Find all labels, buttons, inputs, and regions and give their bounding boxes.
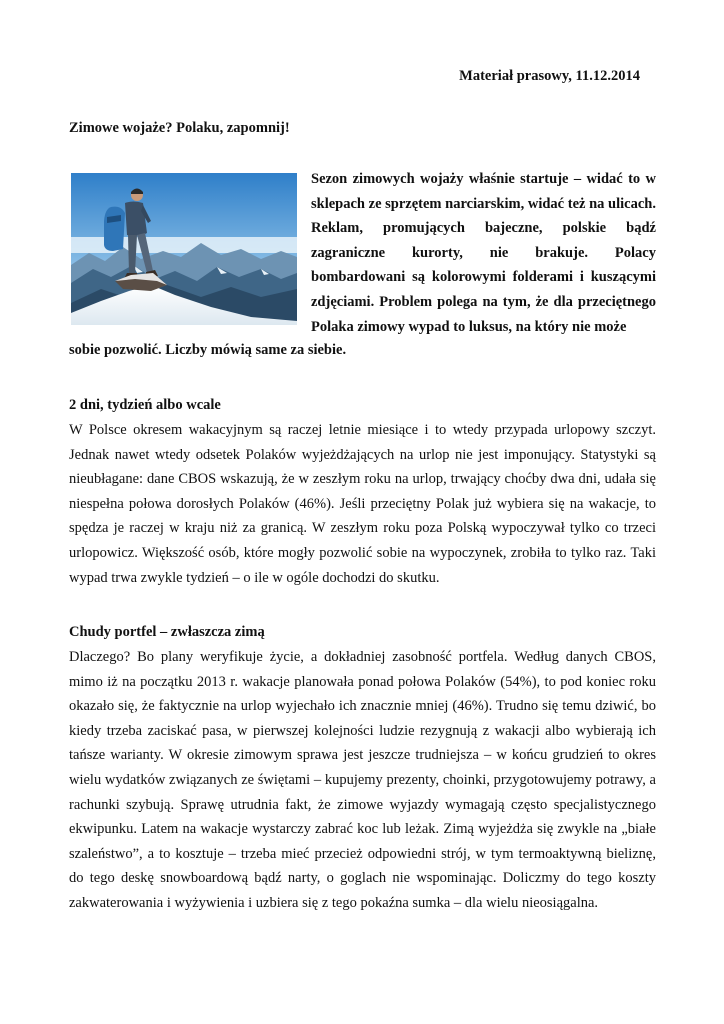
section-text-vacation-length: W Polsce okresem wakacyjnym są raczej letnie miesiące i to wtedy przypada urlopowy szczyt. Jednak nawet wtedy odsetek Polaków wyjeżdżających na urlop nie jest imponujący. Statystyki są nieubłagane: dane CBOS wskazują, że w zeszłym roku na urlop, trwający choćby dwa dni, udała się niespełna połowa dorosłych Polaków (46%). Jeśli przeciętny Polak już wybiera się na wakacje, to spędza je raczej w kraju niż za granicą. W zeszłym roku poza Polską wypoczywał tylko co trzeci urlopowicz. Większość osób, które mogły pozwolić sobie na wypoczynek, zrobiła to tylko raz. Taki wypad trwa zwykle tydzień – o ile w ogóle dochodzi do skutku. bbox=[69, 422, 656, 586]
section-text-thin-wallet: Dlaczego? Bo plany weryfikuje życie, a dokładniej zasobność portfela. Według danych CBOS, mimo iż na początku 2013 r. wakacje planowała ponad połowa Polaków (54%), to pod koniec roku okazało się, że faktycznie na urlop wyjechało ich znacznie mniej (46%). Trudno się temu dziwić, bo kiedy trzeba zaciskać pasa, w pierwszej kolejności ludzie rezygnują z wakacji albo wybierają ich tańsze warianty. W okresie zimowym sprawa jest jeszcze trudniejsza – w końcu grudzień to okres wielu wydatków związanych ze świętami – kupujemy prezenty, choinki, przygotowujemy potrawy, a rachunki szybują. Sprawę utrudnia fakt, że zimowe wyjazdy wymagają często specjalistycznego ekwipunku. Latem na wakacje wystarczy zabrać koc lub leżak. Zimą wyjeżdża się zwykle na „białe szaleństwo”, a to kosztuje – trzeba mieć przecież odpowiedni strój, w tym termoaktywną bieliznę, do tego deskę snowboardową bądź narty, o goglach nie wspominając. Doliczmy do tego koszty zakwaterowania i wyżywienia i uzbiera się z tego pokaźna sumka – dla wielu nieosiągalna. bbox=[69, 649, 656, 911]
press-release-date: Materiał prasowy, 11.12.2014 bbox=[459, 68, 640, 84]
section-heading-thin-wallet: Chudy portfel – zwłaszcza zimą bbox=[69, 624, 265, 640]
hiker-mountain-photo bbox=[71, 173, 297, 325]
article-lead: Sezon zimowych wojaży właśnie startuje – widać to w sklepach ze sprzętem narciarskim, widać też na ulicach. Reklam, promujących bajeczne, polskie bądź zagraniczne kurorty, nie brakuje. Polacy bombardowani są kolorowymi folderami i kuszącymi zdjęciami. Problem polega na tym, że dla przeciętnego Polaka zimowy wypad to luksus, na który nie może bbox=[311, 171, 656, 335]
article-lead-tail: sobie pozwolić. Liczby mówią same za siebie. bbox=[69, 342, 347, 358]
article-title: Zimowe wojaże? Polaku, zapomnij! bbox=[69, 120, 290, 136]
hiker-mountain-illustration bbox=[71, 173, 297, 325]
section-heading-vacation-length: 2 dni, tydzień albo wcale bbox=[69, 397, 221, 413]
